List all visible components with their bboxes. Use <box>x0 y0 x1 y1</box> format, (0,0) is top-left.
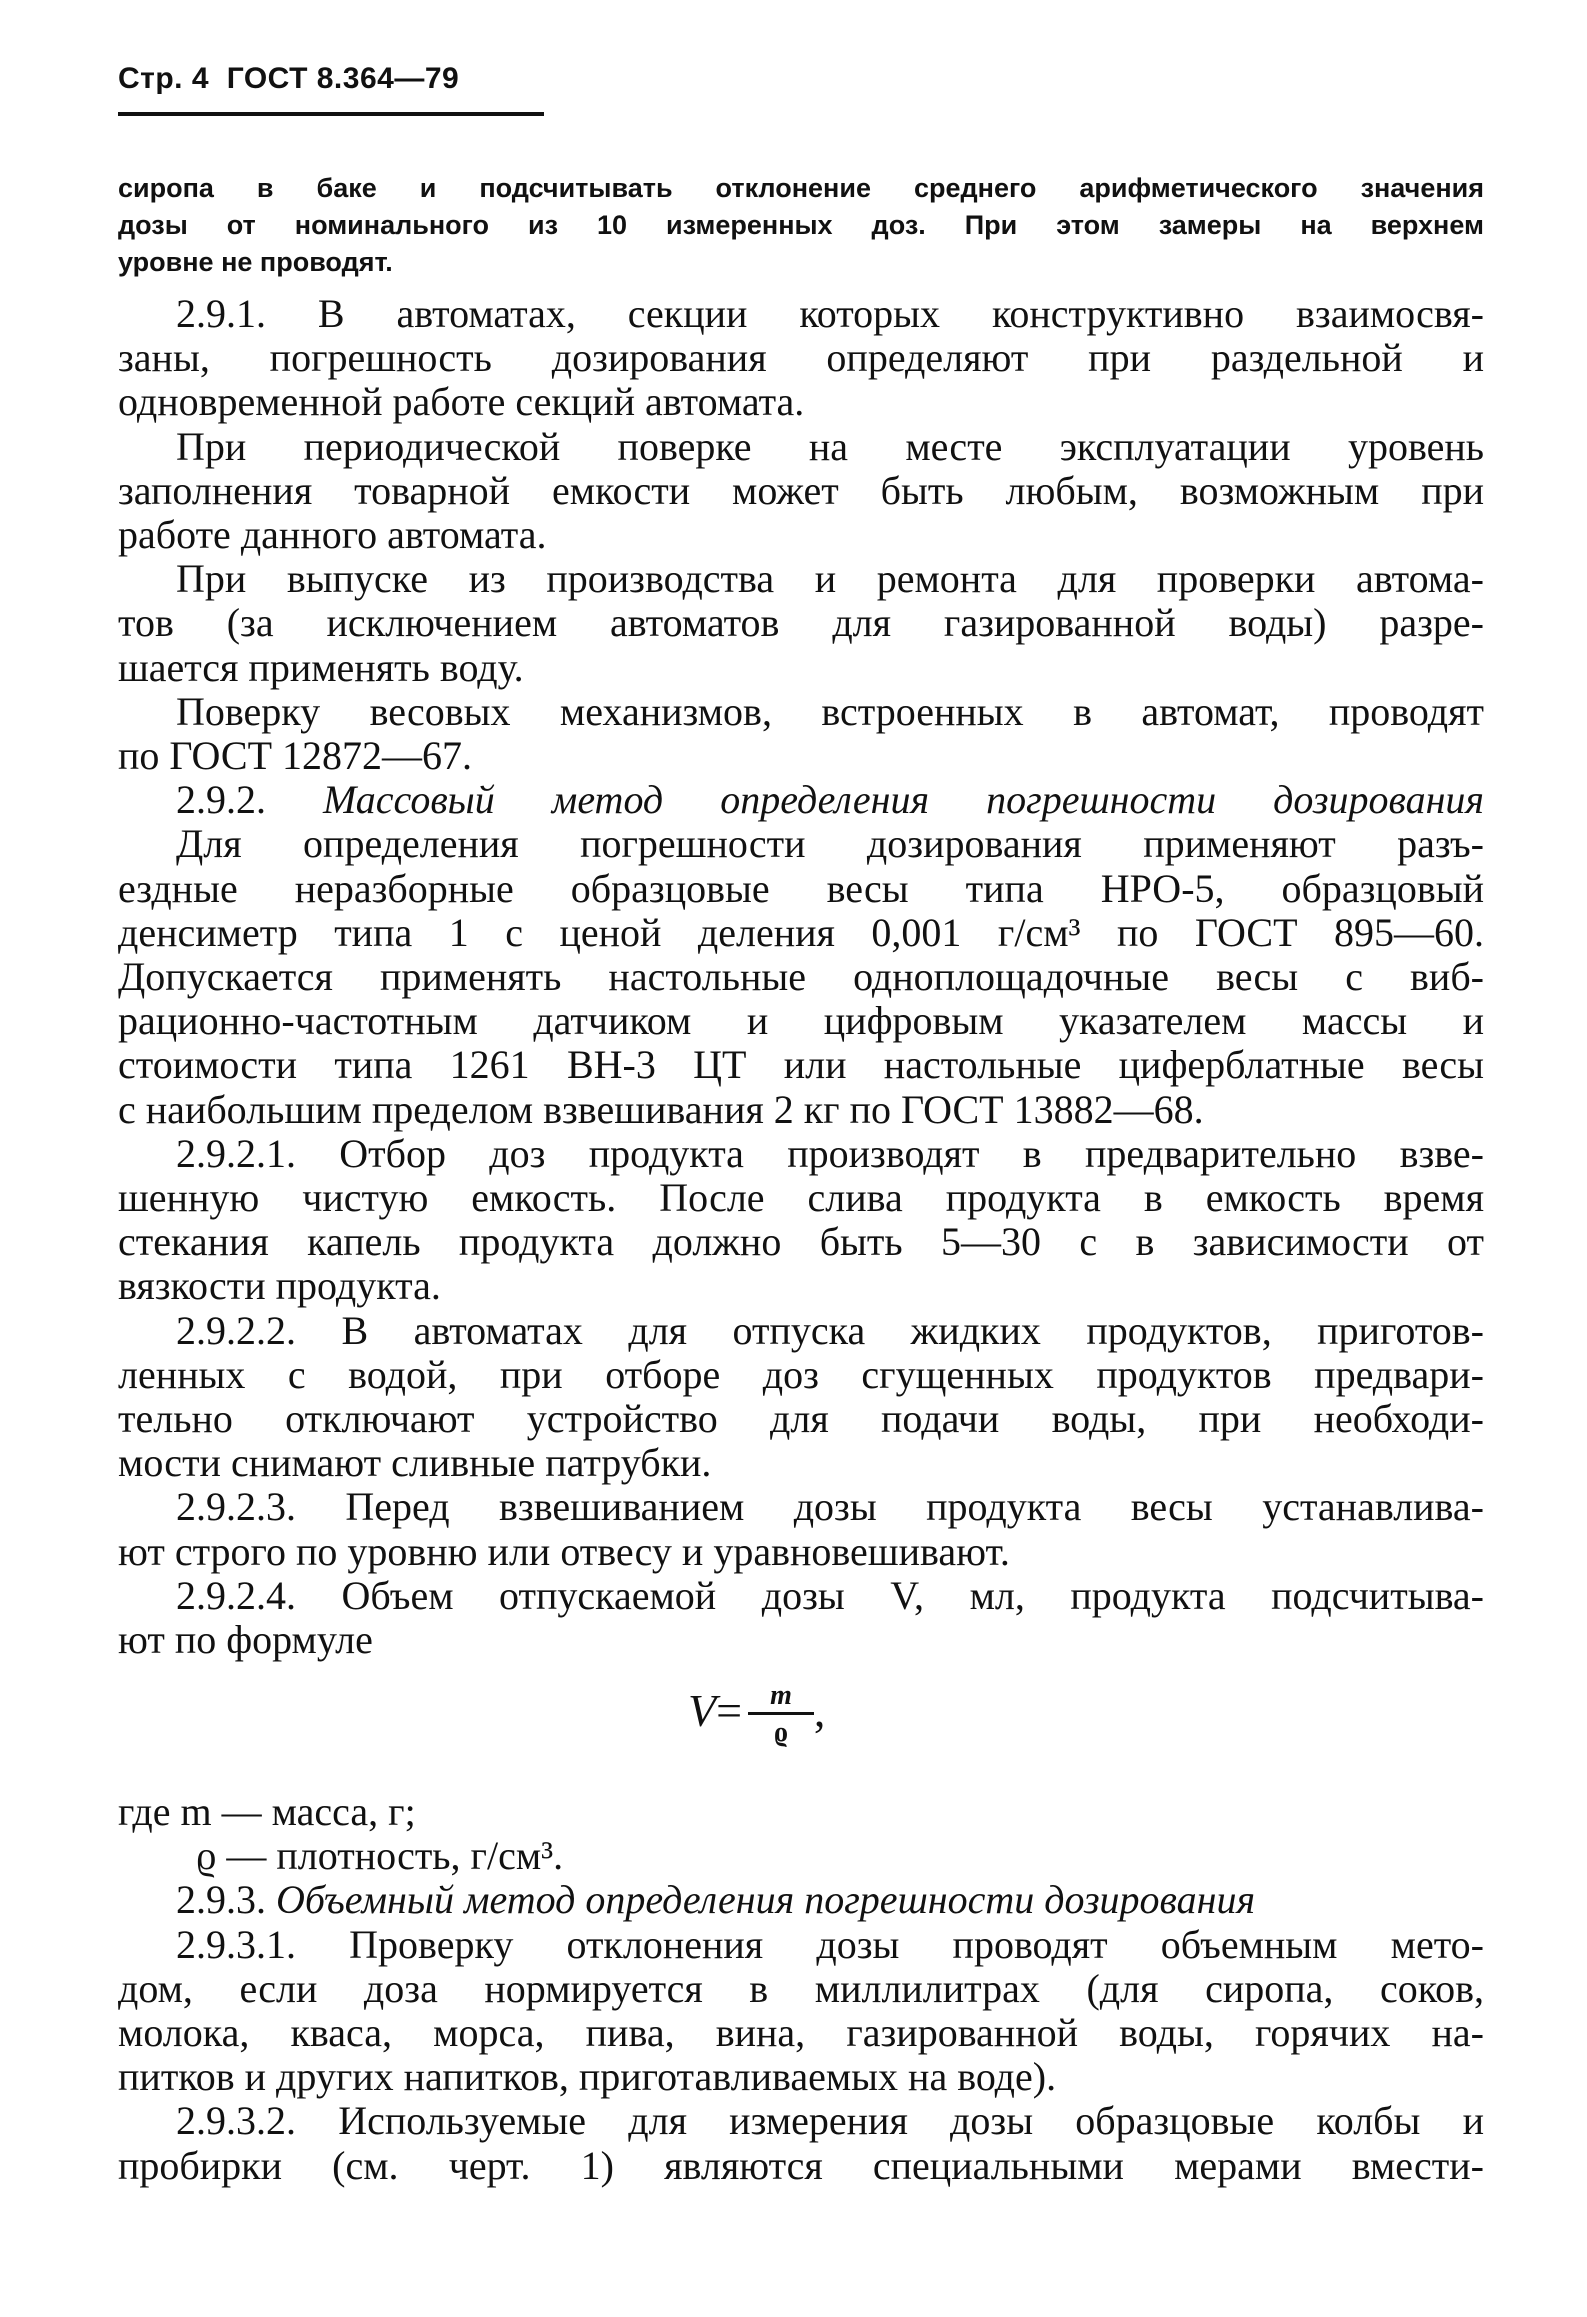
paragraph-2-9-3-2 <box>118 2099 1484 2187</box>
text-line: стоимости типа 1261 ВН-3 ЦТ или настольные циферблатные весы <box>118 1042 1484 1088</box>
text-line: по ГОСТ 12872—67. <box>118 733 473 779</box>
text-line: Поверку весовых механизмов, встроенных в автомат, проводят <box>176 688 1484 734</box>
text-line: заполнения товарной емкости может быть любым, возможным при <box>118 467 1484 513</box>
paragraph-2-9-2-3 <box>118 1485 1484 1573</box>
text-line: При периодической поверке на месте эксплуатации уровень <box>176 423 1484 469</box>
text-line: дом, если доза нормируется в миллилитрах (для сиропа, соков, <box>118 1965 1484 2011</box>
where-line-mass: где m — масса, г; <box>118 1789 416 1834</box>
section-title: Объемный метод определения погрешности дозирования <box>276 1877 1256 1923</box>
formula-numerator: m <box>748 1680 814 1715</box>
heading-2-9-2 <box>118 778 1484 822</box>
page-header <box>118 62 459 96</box>
text-line: ленных с водой, при отборе доз сгущенных продуктов предвари- <box>118 1351 1484 1397</box>
text-line: стекания капель продукта должно быть 5—30 с в зависимости от <box>118 1219 1484 1265</box>
text-line: денсиметр типа 1 с ценой деления 0,001 г/см³ по ГОСТ 895—60. <box>118 909 1484 955</box>
text-line: мости снимают сливные патрубки. <box>118 1440 712 1486</box>
paragraph-2-9-2-1 <box>118 1132 1484 1309</box>
text-line: 2.9.2.3. Перед взвешиванием дозы продукта весы устанавлива- <box>176 1484 1484 1530</box>
text-line: ют по формуле <box>118 1617 373 1663</box>
section-number: 2.9.2. <box>176 777 266 823</box>
lower-text <box>118 1790 1484 2188</box>
formula-denominator: ϱ <box>773 1717 788 1748</box>
text-line: вязкости продукта. <box>118 1263 441 1309</box>
text-line: 2.9.2.1. Отбор доз продукта производят в предварительно взве- <box>176 1130 1484 1176</box>
paragraph-2-9-2 <box>118 822 1484 1131</box>
text-line: с наибольшим пределом взвешивания 2 кг по ГОСТ 13882—68. <box>118 1086 1204 1132</box>
paragraph-release <box>118 557 1484 690</box>
text-line: шенную чистую емкость. После слива продукта в емкость время <box>118 1175 1484 1221</box>
section-title: Массовый метод определения погрешности дозирования <box>323 777 1485 823</box>
text-line: 2.9.1. В автоматах, секции которых конструктивно взаимосвя- <box>176 291 1484 336</box>
text-line: шается применять воду. <box>118 644 524 690</box>
standard-code: ГОСТ 8.364—79 <box>226 62 460 95</box>
text-line: рационно-частотным датчиком и цифровым указателем массы и <box>118 998 1484 1044</box>
intro-paragraph <box>118 170 1484 281</box>
text-line: 2.9.3.1. Проверку отклонения дозы проводят объемным мето- <box>176 1921 1484 1967</box>
header-rule <box>118 112 544 116</box>
paragraph-2-9-2-4 <box>118 1574 1484 1662</box>
paragraph-weights <box>118 690 1484 778</box>
text-line: ездные неразборные образцовые весы типа НРО-5, образцовый <box>118 865 1484 911</box>
text-line: 2.9.2.4. Объем отпускаемой дозы V, мл, продукта подсчитыва- <box>176 1572 1484 1618</box>
section-heading <box>118 1878 1484 1922</box>
text-line: молока, кваса, морса, пива, вина, газированной воды, горячих на- <box>118 2010 1484 2056</box>
text-line: дозы от номинального из 10 измеренных доз. При этом замеры на верхнем <box>118 210 1484 240</box>
text-line: одновременной работе секций автомата. <box>118 379 805 425</box>
text-line: Допускается применять настольные одноплощадочные весы с виб- <box>118 954 1484 1000</box>
body-text <box>118 292 1484 1662</box>
text-line: работе данного автомата. <box>118 512 547 558</box>
text-line: ют строго по уровню или отвесу и уравновешивают. <box>118 1528 1010 1574</box>
section-heading <box>118 778 1484 822</box>
text-line: сиропа в баке и подсчитывать отклонение среднего арифметического значения <box>118 173 1484 203</box>
text-line: пробирки (см. черт. 1) являются специальными мерами вмести- <box>118 2142 1484 2188</box>
heading-2-9-3 <box>118 1878 1484 1922</box>
where-block <box>118 1790 1484 1878</box>
text-line: 2.9.3.2. Используемые для измерения дозы образцовые колбы и <box>176 2098 1484 2144</box>
paragraph-2-9-3-1 <box>118 1923 1484 2100</box>
paragraph-2-9-2-2 <box>118 1309 1484 1486</box>
formula-fraction <box>748 1680 814 1751</box>
formula-equals: = <box>716 1685 743 1737</box>
text-line: заны, погрешность дозирования определяют при раздельной и <box>118 335 1484 381</box>
section-number: 2.9.3. <box>176 1877 266 1923</box>
text-line: Для определения погрешности дозирования применяют разъ- <box>176 821 1484 867</box>
formula-lhs: V <box>688 1685 717 1737</box>
text-line: уровне не проводят. <box>118 247 393 277</box>
formula-comma: , <box>813 1685 826 1737</box>
where-line-density: ϱ — плотность, г/см³. <box>196 1833 564 1879</box>
page-number: Стр. 4 <box>118 62 210 95</box>
paragraph-periodic-check <box>118 425 1484 558</box>
paragraph-2-9-1 <box>118 292 1484 425</box>
text-line: 2.9.2.2. В автоматах для отпуска жидких продуктов, приготов- <box>176 1307 1484 1353</box>
text-line: тов (за исключением автоматов для газированной воды) разре- <box>118 600 1484 646</box>
text-line: тельно отключают устройство для подачи воды, при необходи- <box>118 1396 1484 1442</box>
text-line: питков и других напитков, приготавливаемых на воде). <box>118 2054 1057 2100</box>
volume-formula <box>688 1680 825 1751</box>
text-line: При выпуске из производства и ремонта для проверки автома- <box>176 556 1484 602</box>
